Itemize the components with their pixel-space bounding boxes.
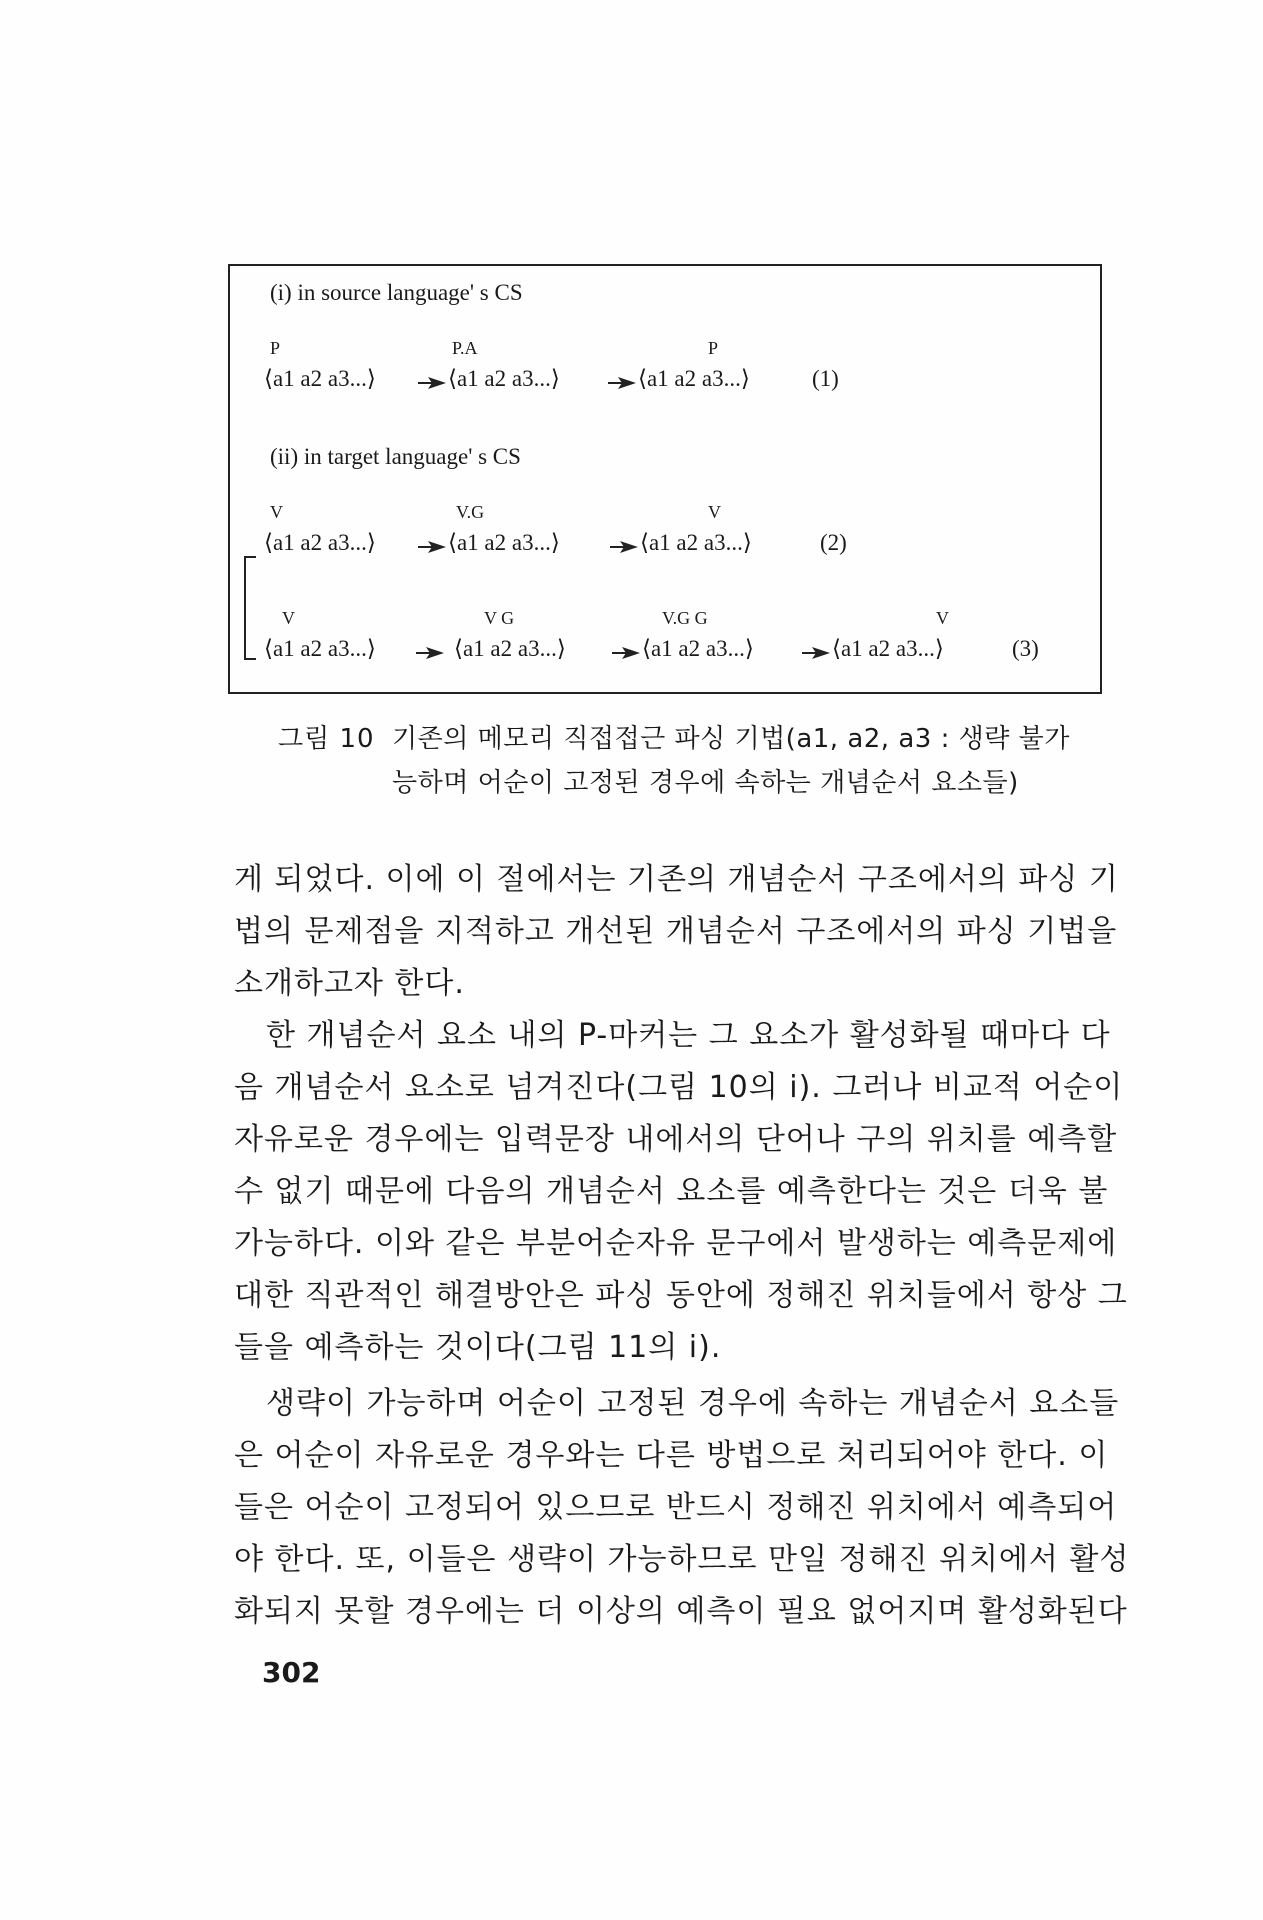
arrow-icon bbox=[612, 646, 640, 660]
row1-sequence: ⟨a1 a2 a3...⟩ bbox=[448, 366, 560, 391]
row3-sequence: ⟨a1 a2 a3...⟩ bbox=[832, 636, 944, 661]
row3-marker: V.G G bbox=[662, 608, 708, 628]
body-text-line: 은 어순이 자유로운 경우와는 다른 방법으로 처리되어야 한다. 이 bbox=[234, 1438, 1109, 1473]
row3-marker: V bbox=[282, 608, 295, 628]
body-text-line: 들을 예측하는 것이다(그림 11의 i). bbox=[234, 1330, 722, 1365]
row3-marker: V bbox=[936, 608, 949, 628]
row1-sequence: ⟨a1 a2 a3...⟩ bbox=[638, 366, 750, 391]
figure-caption-label: 그림 10 bbox=[278, 724, 375, 754]
row2-sequence: ⟨a1 a2 a3...⟩ bbox=[264, 530, 376, 555]
arrow-icon bbox=[610, 540, 638, 554]
figure-caption-text: 능하며 어순이 고정된 경우에 속하는 개념순서 요소들) bbox=[392, 768, 1019, 798]
body-text-line: 야 한다. 또, 이들은 생략이 가능하므로 만일 정해진 위치에서 활성 bbox=[234, 1542, 1130, 1577]
page-number: 302 bbox=[262, 1656, 321, 1689]
body-text-line: 한 개념순서 요소 내의 P-마커는 그 요소가 활성화될 때마다 다 bbox=[266, 1018, 1111, 1053]
row1-marker: P bbox=[708, 338, 719, 358]
equation-number: (3) bbox=[1012, 636, 1039, 661]
row3-sequence: ⟨a1 a2 a3...⟩ bbox=[264, 636, 376, 661]
body-text-line: 들은 어순이 고정되어 있으므로 반드시 정해진 위치에서 예측되어 bbox=[234, 1490, 1118, 1525]
row2-marker: V bbox=[270, 502, 283, 522]
row1-marker: P.A bbox=[452, 338, 478, 358]
figure-caption-text: 기존의 메모리 직접접근 파싱 기법(a1, a2, a3 : 생략 불가 bbox=[392, 724, 1070, 754]
body-text-line: 법의 문제점을 지적하고 개선된 개념순서 구조에서의 파싱 기법을 bbox=[234, 914, 1118, 949]
body-text-line: 가능하다. 이와 같은 부분어순자유 문구에서 발생하는 예측문제에 bbox=[234, 1226, 1118, 1261]
body-text-line: 화되지 못할 경우에는 더 이상의 예측이 필요 없어지며 활성화된다 bbox=[234, 1594, 1128, 1629]
arrow-icon bbox=[418, 376, 446, 390]
equation-number: (2) bbox=[820, 530, 847, 555]
row1-marker: P bbox=[270, 338, 281, 358]
figure-10-box bbox=[228, 264, 1102, 694]
arrow-icon bbox=[416, 646, 444, 660]
body-text-line: 자유로운 경우에는 입력문장 내에서의 단어나 구의 위치를 예측할 bbox=[234, 1122, 1118, 1157]
arrow-icon bbox=[802, 646, 830, 660]
row3-sequence: ⟨a1 a2 a3...⟩ bbox=[454, 636, 566, 661]
body-text-line: 소개하고자 한다. bbox=[234, 966, 465, 1001]
bracket-line bbox=[244, 556, 256, 660]
row3-marker: V G bbox=[484, 608, 515, 628]
row2-sequence: ⟨a1 a2 a3...⟩ bbox=[640, 530, 752, 555]
equation-number: (1) bbox=[812, 366, 839, 391]
row1-sequence: ⟨a1 a2 a3...⟩ bbox=[264, 366, 376, 391]
body-text-line: 게 되었다. 이에 이 절에서는 기존의 개념순서 구조에서의 파싱 기 bbox=[234, 862, 1119, 897]
body-text-line: 생략이 가능하며 어순이 고정된 경우에 속하는 개념순서 요소들 bbox=[266, 1386, 1120, 1421]
row3-sequence: ⟨a1 a2 a3...⟩ bbox=[642, 636, 754, 661]
arrow-icon bbox=[418, 540, 446, 554]
body-text-line: 음 개념순서 요소로 넘겨진다(그림 10의 i). 그러나 비교적 어순이 bbox=[234, 1070, 1124, 1105]
figure-heading-target: (ii) in target language' s CS bbox=[270, 444, 521, 469]
body-text-line: 대한 직관적인 해결방안은 파싱 동안에 정해진 위치들에서 항상 그 bbox=[234, 1278, 1128, 1313]
row2-marker: V bbox=[708, 502, 721, 522]
row2-marker: V.G bbox=[456, 502, 485, 522]
body-text-line: 수 없기 때문에 다음의 개념순서 요소를 예측한다는 것은 더욱 불 bbox=[234, 1174, 1109, 1209]
arrow-icon bbox=[608, 376, 636, 390]
figure-heading-source: (i) in source language' s CS bbox=[270, 280, 523, 305]
row2-sequence: ⟨a1 a2 a3...⟩ bbox=[448, 530, 560, 555]
